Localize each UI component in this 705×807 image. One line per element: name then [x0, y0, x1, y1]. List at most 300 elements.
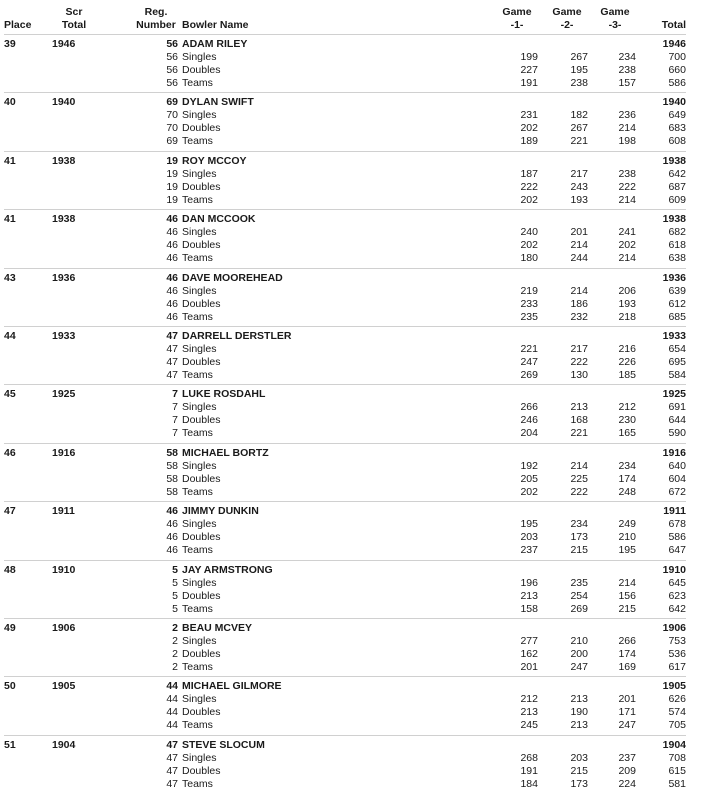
place: 45: [4, 388, 16, 401]
game-2-score: 182: [570, 109, 588, 122]
event-name: Teams: [182, 135, 213, 148]
event-reg-number: 2: [172, 660, 178, 673]
game-3-score: 248: [618, 485, 636, 498]
game-1-score: 187: [520, 167, 538, 180]
event-total: 672: [668, 485, 686, 498]
event-name: Singles: [182, 342, 217, 355]
bowler-name: DARRELL DERSTLER: [182, 329, 292, 342]
event-row: [0, 661, 705, 674]
grand-total: 1925: [662, 388, 686, 401]
bowler-name: DAVE MOOREHEAD: [182, 271, 283, 284]
event-reg-number: 47: [166, 777, 178, 790]
place: 48: [4, 563, 16, 576]
game-3-score: 238: [618, 64, 636, 76]
game-3-score: 230: [618, 414, 636, 427]
event-total: 753: [668, 634, 686, 647]
event-total: 708: [668, 751, 686, 764]
event-name: Doubles: [182, 64, 221, 76]
event-reg-number: 46: [166, 284, 178, 297]
game-2-score: 210: [570, 634, 588, 647]
event-total: 617: [668, 660, 686, 673]
place: 49: [4, 621, 16, 634]
event-total: 691: [668, 401, 686, 414]
reg-number: 5: [172, 563, 178, 576]
event-name: Teams: [182, 310, 213, 323]
event-row: [0, 135, 705, 148]
game-3-score: 215: [618, 602, 636, 615]
game-1-score: 196: [520, 576, 538, 589]
game-2-score: 247: [570, 660, 588, 673]
header-game2-top: Game: [552, 6, 582, 18]
reg-number: 69: [166, 96, 178, 109]
game-3-score: 209: [618, 764, 636, 777]
reg-number: 7: [172, 388, 178, 401]
game-2-score: 222: [570, 485, 588, 498]
event-name: Teams: [182, 193, 213, 206]
game-2-score: 200: [570, 647, 588, 660]
reg-number: 44: [166, 680, 178, 693]
bowler-summary-row: [0, 388, 705, 401]
game-2-score: 203: [570, 751, 588, 764]
event-row: [0, 181, 705, 194]
event-name: Teams: [182, 544, 213, 557]
bowler-summary-row: [0, 38, 705, 51]
grand-total: 1936: [662, 271, 686, 284]
event-name: Doubles: [182, 589, 221, 602]
game-2-score: 234: [570, 518, 588, 531]
event-name: Singles: [182, 226, 217, 239]
bowler-name: ADAM RILEY: [182, 38, 248, 50]
event-reg-number: 7: [172, 401, 178, 414]
bowler-name: MICHAEL BORTZ: [182, 446, 269, 459]
event-total: 642: [668, 167, 686, 180]
event-reg-number: 7: [172, 414, 178, 427]
game-3-score: 165: [618, 427, 636, 440]
bowler-summary-row: [0, 564, 705, 577]
game-1-score: 202: [520, 239, 538, 252]
bowler-summary-row: [0, 213, 705, 226]
game-1-score: 245: [520, 719, 538, 732]
event-row: [0, 719, 705, 732]
event-reg-number: 5: [172, 602, 178, 615]
event-reg-number: 5: [172, 589, 178, 602]
game-1-score: 204: [520, 427, 538, 440]
game-3-score: 241: [618, 226, 636, 239]
event-name: Doubles: [182, 706, 221, 719]
bowler-name: LUKE ROSDAHL: [182, 388, 266, 401]
reg-number: 47: [166, 738, 178, 751]
event-total: 581: [668, 777, 686, 790]
game-1-score: 235: [520, 310, 538, 323]
reg-number: 46: [166, 213, 178, 226]
event-name: Doubles: [182, 122, 221, 135]
event-total: 685: [668, 310, 686, 323]
scratch-total: 1916: [52, 446, 76, 459]
game-3-score: 169: [618, 660, 636, 673]
game-3-score: 210: [618, 531, 636, 544]
event-row: [0, 285, 705, 298]
bowler-name: STEVE SLOCUM: [182, 738, 265, 751]
game-2-score: 130: [570, 368, 588, 381]
event-total: 615: [668, 764, 686, 777]
game-2-score: 238: [570, 77, 588, 89]
game-3-score: 249: [618, 518, 636, 531]
event-reg-number: 58: [166, 472, 178, 485]
game-2-score: 221: [570, 427, 588, 440]
game-3-score: 236: [618, 109, 636, 122]
game-1-score: 202: [520, 193, 538, 206]
event-row: [0, 577, 705, 590]
divider-line: [4, 560, 686, 561]
bowler-name: JAY ARMSTRONG: [182, 563, 273, 576]
event-total: 586: [668, 77, 686, 89]
event-reg-number: 7: [172, 427, 178, 440]
divider-line: [4, 618, 686, 619]
place: 41: [4, 213, 16, 226]
event-total: 644: [668, 414, 686, 427]
game-2-score: 213: [570, 719, 588, 732]
event-name: Singles: [182, 401, 217, 414]
bowler-entry: [0, 272, 705, 330]
event-total: 654: [668, 342, 686, 355]
event-total: 639: [668, 284, 686, 297]
game-3-score: 226: [618, 355, 636, 368]
place: 40: [4, 96, 16, 109]
event-row: [0, 401, 705, 414]
game-1-score: 202: [520, 122, 538, 135]
game-1-score: 184: [520, 777, 538, 790]
scratch-total: 1925: [52, 388, 76, 401]
event-reg-number: 2: [172, 634, 178, 647]
event-total: 590: [668, 427, 686, 440]
divider-line: [4, 92, 686, 93]
event-name: Doubles: [182, 531, 221, 544]
scratch-total: 1905: [52, 680, 76, 693]
reg-number: 46: [166, 505, 178, 518]
game-1-score: 201: [520, 660, 538, 673]
event-total: 536: [668, 647, 686, 660]
event-total: 642: [668, 602, 686, 615]
event-row: [0, 427, 705, 440]
bowler-summary-row: [0, 330, 705, 343]
game-3-score: 237: [618, 751, 636, 764]
game-3-score: 157: [618, 77, 636, 89]
event-row: [0, 486, 705, 499]
reg-number: 46: [166, 271, 178, 284]
divider-line: [4, 34, 686, 35]
game-2-score: 222: [570, 355, 588, 368]
event-reg-number: 56: [166, 51, 178, 63]
game-2-score: 215: [570, 544, 588, 557]
event-row: [0, 77, 705, 90]
event-reg-number: 56: [166, 77, 178, 89]
game-3-score: 174: [618, 647, 636, 660]
place: 51: [4, 738, 16, 751]
scratch-total: 1906: [52, 621, 76, 634]
game-3-score: 201: [618, 693, 636, 706]
game-3-score: 234: [618, 51, 636, 63]
place: 39: [4, 38, 16, 50]
bowler-entry: [0, 447, 705, 505]
game-2-score: 267: [570, 51, 588, 63]
grand-total: 1906: [662, 621, 686, 634]
bowler-entry: [0, 38, 705, 96]
divider-line: [4, 735, 686, 736]
game-2-score: 221: [570, 135, 588, 148]
header-scr-top: Scr: [65, 6, 83, 18]
bowler-summary-row: [0, 622, 705, 635]
event-total: 682: [668, 226, 686, 239]
event-name: Doubles: [182, 414, 221, 427]
reg-number: 47: [166, 329, 178, 342]
event-total: 647: [668, 544, 686, 557]
event-row: [0, 648, 705, 661]
event-reg-number: 56: [166, 64, 178, 76]
event-name: Teams: [182, 427, 213, 440]
place: 46: [4, 446, 16, 459]
event-name: Doubles: [182, 355, 221, 368]
event-row: [0, 603, 705, 616]
event-total: 586: [668, 531, 686, 544]
scratch-total: 1938: [52, 213, 76, 226]
event-name: Teams: [182, 660, 213, 673]
scratch-total: 1933: [52, 329, 76, 342]
bowler-name: DAN MCCOOK: [182, 213, 256, 226]
event-reg-number: 19: [166, 193, 178, 206]
game-3-score: 193: [618, 297, 636, 310]
game-3-score: 156: [618, 589, 636, 602]
game-2-score: 215: [570, 764, 588, 777]
place: 50: [4, 680, 16, 693]
event-total: 608: [668, 135, 686, 148]
game-1-score: 277: [520, 634, 538, 647]
event-name: Singles: [182, 518, 217, 531]
bowler-summary-row: [0, 272, 705, 285]
event-row: [0, 194, 705, 207]
game-2-score: 201: [570, 226, 588, 239]
event-name: Doubles: [182, 297, 221, 310]
event-total: 618: [668, 239, 686, 252]
event-row: [0, 51, 705, 64]
bowler-summary-row: [0, 155, 705, 168]
header-place: Place: [4, 19, 32, 31]
game-1-score: 180: [520, 252, 538, 265]
event-row: [0, 239, 705, 252]
header-game2-bottom: -2-: [560, 19, 574, 31]
scratch-total: 1904: [52, 738, 76, 751]
scratch-total: 1946: [52, 38, 76, 50]
event-name: Singles: [182, 167, 217, 180]
reg-number: 2: [172, 621, 178, 634]
game-3-score: 195: [618, 544, 636, 557]
event-total: 574: [668, 706, 686, 719]
game-3-score: 216: [618, 342, 636, 355]
event-row: [0, 706, 705, 719]
bowler-entry: [0, 739, 705, 797]
game-3-score: 234: [618, 459, 636, 472]
event-name: Teams: [182, 368, 213, 381]
event-name: Singles: [182, 109, 217, 122]
event-row: [0, 544, 705, 557]
game-3-score: 212: [618, 401, 636, 414]
game-2-score: 225: [570, 472, 588, 485]
header-bowler-name: Bowler Name: [182, 19, 249, 31]
divider-line: [4, 384, 686, 385]
event-name: Singles: [182, 634, 217, 647]
event-row: [0, 590, 705, 603]
bowler-entry: [0, 96, 705, 154]
event-total: 649: [668, 109, 686, 122]
event-total: 612: [668, 297, 686, 310]
game-2-score: 232: [570, 310, 588, 323]
divider-line: [4, 676, 686, 677]
event-reg-number: 46: [166, 544, 178, 557]
game-1-score: 213: [520, 706, 538, 719]
game-3-score: 218: [618, 310, 636, 323]
divider-line: [4, 268, 686, 269]
header-game3-top: Game: [600, 6, 630, 18]
bowler-entry: [0, 388, 705, 446]
game-3-score: 198: [618, 135, 636, 148]
event-total: 700: [668, 51, 686, 63]
bowler-entry: [0, 680, 705, 738]
grand-total: 1910: [662, 563, 686, 576]
event-row: [0, 64, 705, 77]
event-total: 683: [668, 122, 686, 135]
event-reg-number: 46: [166, 518, 178, 531]
event-total: 623: [668, 589, 686, 602]
grand-total: 1938: [662, 154, 686, 167]
game-2-score: 195: [570, 64, 588, 76]
reg-number: 56: [166, 38, 178, 50]
game-1-score: 203: [520, 531, 538, 544]
event-reg-number: 47: [166, 342, 178, 355]
event-name: Doubles: [182, 647, 221, 660]
event-row: [0, 311, 705, 324]
game-1-score: 205: [520, 472, 538, 485]
game-1-score: 231: [520, 109, 538, 122]
game-3-score: 238: [618, 167, 636, 180]
event-row: [0, 518, 705, 531]
game-2-score: 269: [570, 602, 588, 615]
event-total: 638: [668, 252, 686, 265]
game-2-score: 190: [570, 706, 588, 719]
event-total: 687: [668, 180, 686, 193]
header-game1-bottom: -1-: [510, 19, 524, 31]
event-total: 678: [668, 518, 686, 531]
reg-number: 58: [166, 446, 178, 459]
game-1-score: 233: [520, 297, 538, 310]
bowler-summary-row: [0, 447, 705, 460]
game-3-score: 214: [618, 576, 636, 589]
event-reg-number: 70: [166, 122, 178, 135]
game-1-score: 269: [520, 368, 538, 381]
game-1-score: 158: [520, 602, 538, 615]
grand-total: 1946: [662, 38, 686, 50]
game-1-score: 162: [520, 647, 538, 660]
game-3-score: 214: [618, 193, 636, 206]
event-reg-number: 47: [166, 751, 178, 764]
game-3-score: 214: [618, 252, 636, 265]
divider-line: [4, 501, 686, 502]
event-row: [0, 460, 705, 473]
game-3-score: 185: [618, 368, 636, 381]
game-3-score: 171: [618, 706, 636, 719]
header-scr-bottom: Total: [61, 19, 87, 31]
bowler-name: BEAU MCVEY: [182, 621, 253, 634]
game-2-score: 173: [570, 531, 588, 544]
grand-total: 1905: [662, 680, 686, 693]
event-reg-number: 46: [166, 226, 178, 239]
event-row: [0, 109, 705, 122]
game-3-score: 214: [618, 122, 636, 135]
game-2-score: 213: [570, 693, 588, 706]
event-reg-number: 47: [166, 368, 178, 381]
bowler-entry: [0, 330, 705, 388]
event-name: Teams: [182, 77, 213, 89]
scratch-total: 1940: [52, 96, 76, 109]
grand-total: 1940: [662, 96, 686, 109]
bowler-name: ROY MCCOY: [182, 154, 247, 167]
game-2-score: 267: [570, 122, 588, 135]
game-2-score: 244: [570, 252, 588, 265]
game-1-score: 213: [520, 589, 538, 602]
event-name: Doubles: [182, 472, 221, 485]
event-row: [0, 168, 705, 181]
game-1-score: 222: [520, 180, 538, 193]
column-header-row: [0, 6, 705, 34]
game-1-score: 246: [520, 414, 538, 427]
game-2-score: 213: [570, 401, 588, 414]
bowler-name: MICHAEL GILMORE: [182, 680, 282, 693]
game-1-score: 237: [520, 544, 538, 557]
event-total: 660: [668, 64, 686, 76]
reg-number: 19: [166, 154, 178, 167]
game-2-score: 193: [570, 193, 588, 206]
event-name: Teams: [182, 252, 213, 265]
game-2-score: 217: [570, 167, 588, 180]
divider-line: [4, 443, 686, 444]
event-name: Teams: [182, 777, 213, 790]
game-1-score: 227: [520, 64, 538, 76]
event-name: Singles: [182, 284, 217, 297]
event-reg-number: 47: [166, 355, 178, 368]
event-total: 705: [668, 719, 686, 732]
game-2-score: 168: [570, 414, 588, 427]
bowler-entry: [0, 505, 705, 563]
place: 47: [4, 505, 16, 518]
game-1-score: 268: [520, 751, 538, 764]
game-2-score: 186: [570, 297, 588, 310]
grand-total: 1938: [662, 213, 686, 226]
bowler-summary-row: [0, 680, 705, 693]
event-name: Doubles: [182, 239, 221, 252]
event-reg-number: 44: [166, 693, 178, 706]
divider-line: [4, 151, 686, 152]
game-1-score: 240: [520, 226, 538, 239]
place: 43: [4, 271, 16, 284]
game-3-score: 224: [618, 777, 636, 790]
game-1-score: 195: [520, 518, 538, 531]
game-2-score: 214: [570, 284, 588, 297]
game-1-score: 202: [520, 485, 538, 498]
bowler-entry: [0, 564, 705, 622]
event-name: Singles: [182, 459, 217, 472]
place: 41: [4, 154, 16, 167]
divider-line: [4, 326, 686, 327]
game-1-score: 192: [520, 459, 538, 472]
event-total: 584: [668, 368, 686, 381]
